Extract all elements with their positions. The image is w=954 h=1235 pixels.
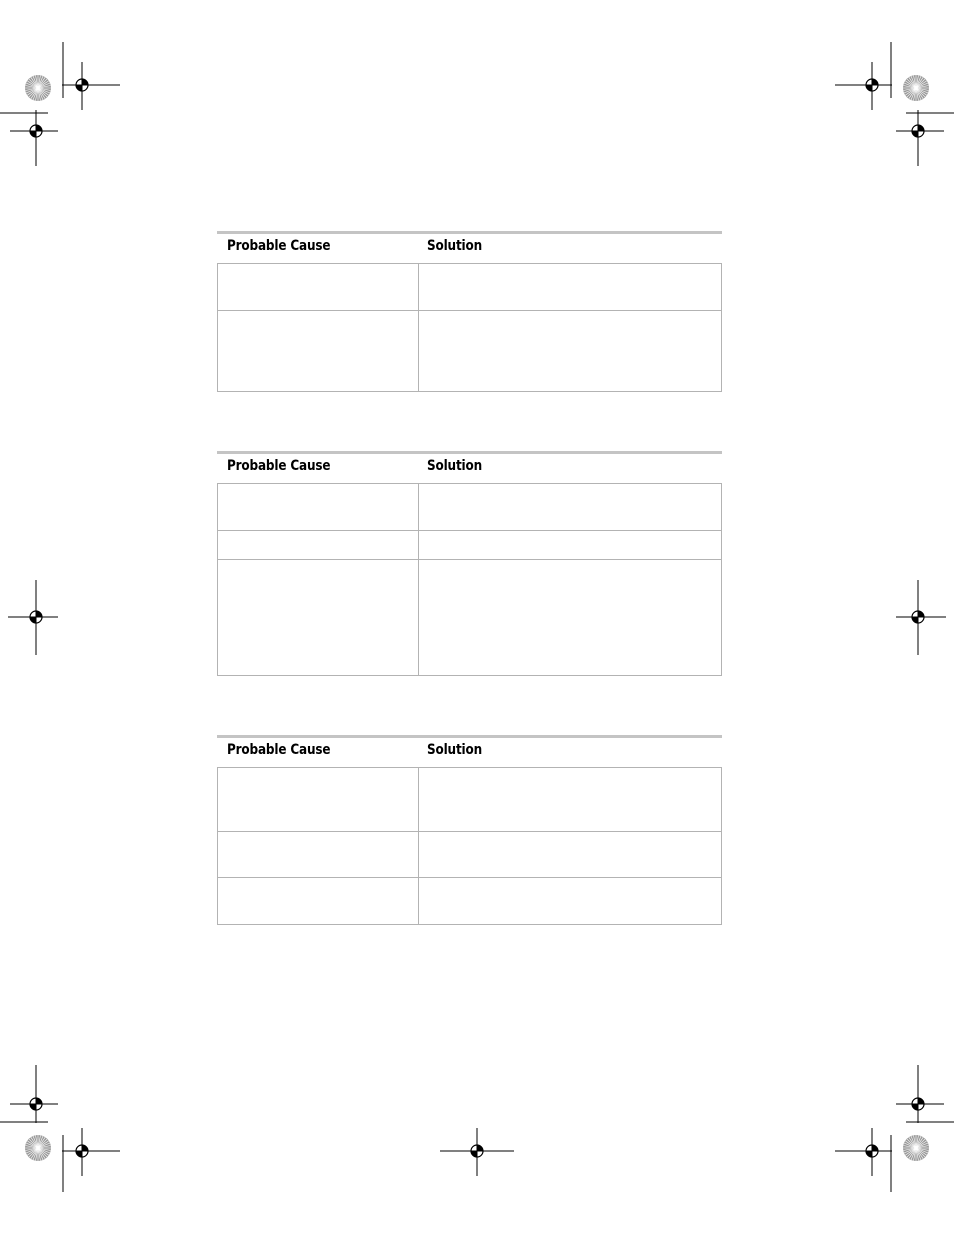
table-row	[218, 264, 721, 310]
solution-cell	[419, 484, 721, 530]
solution-cell	[419, 560, 721, 675]
table-body	[217, 263, 722, 392]
cause-cell	[218, 531, 419, 559]
table-row	[218, 484, 721, 530]
solution-cell	[419, 311, 721, 391]
solution-cell	[419, 768, 721, 831]
crop-mark-bottom-center	[440, 1128, 514, 1176]
table-header	[217, 234, 722, 263]
table-body	[217, 483, 722, 676]
crop-mark-middle-left	[8, 580, 58, 655]
solution-cell	[419, 832, 721, 877]
cause-cell	[218, 484, 419, 530]
header-probable-cause: Probable Cause	[227, 742, 331, 758]
solution-cell	[419, 264, 721, 310]
header-probable-cause: Probable Cause	[227, 458, 331, 474]
table-row	[218, 831, 721, 877]
table-row	[218, 768, 721, 831]
table-row	[218, 310, 721, 391]
header-solution: Solution	[427, 238, 482, 254]
table-row	[218, 559, 721, 675]
crop-mark-bottom-left	[0, 1065, 120, 1192]
table-body	[217, 767, 722, 925]
table-header	[217, 454, 722, 483]
crop-mark-bottom-right	[835, 1065, 954, 1192]
table-header	[217, 738, 722, 767]
cause-cell	[218, 878, 419, 924]
table-row	[218, 530, 721, 559]
cause-cell	[218, 768, 419, 831]
cause-cell	[218, 311, 419, 391]
solution-cell	[419, 531, 721, 559]
header-probable-cause: Probable Cause	[227, 238, 331, 254]
cause-cell	[218, 832, 419, 877]
crop-mark-top-right	[835, 42, 954, 166]
crop-mark-middle-right	[896, 580, 946, 655]
header-solution: Solution	[427, 742, 482, 758]
cause-cell	[218, 560, 419, 675]
table-row	[218, 877, 721, 924]
cause-cell	[218, 264, 419, 310]
crop-mark-top-left	[0, 42, 120, 166]
solution-cell	[419, 878, 721, 924]
header-solution: Solution	[427, 458, 482, 474]
